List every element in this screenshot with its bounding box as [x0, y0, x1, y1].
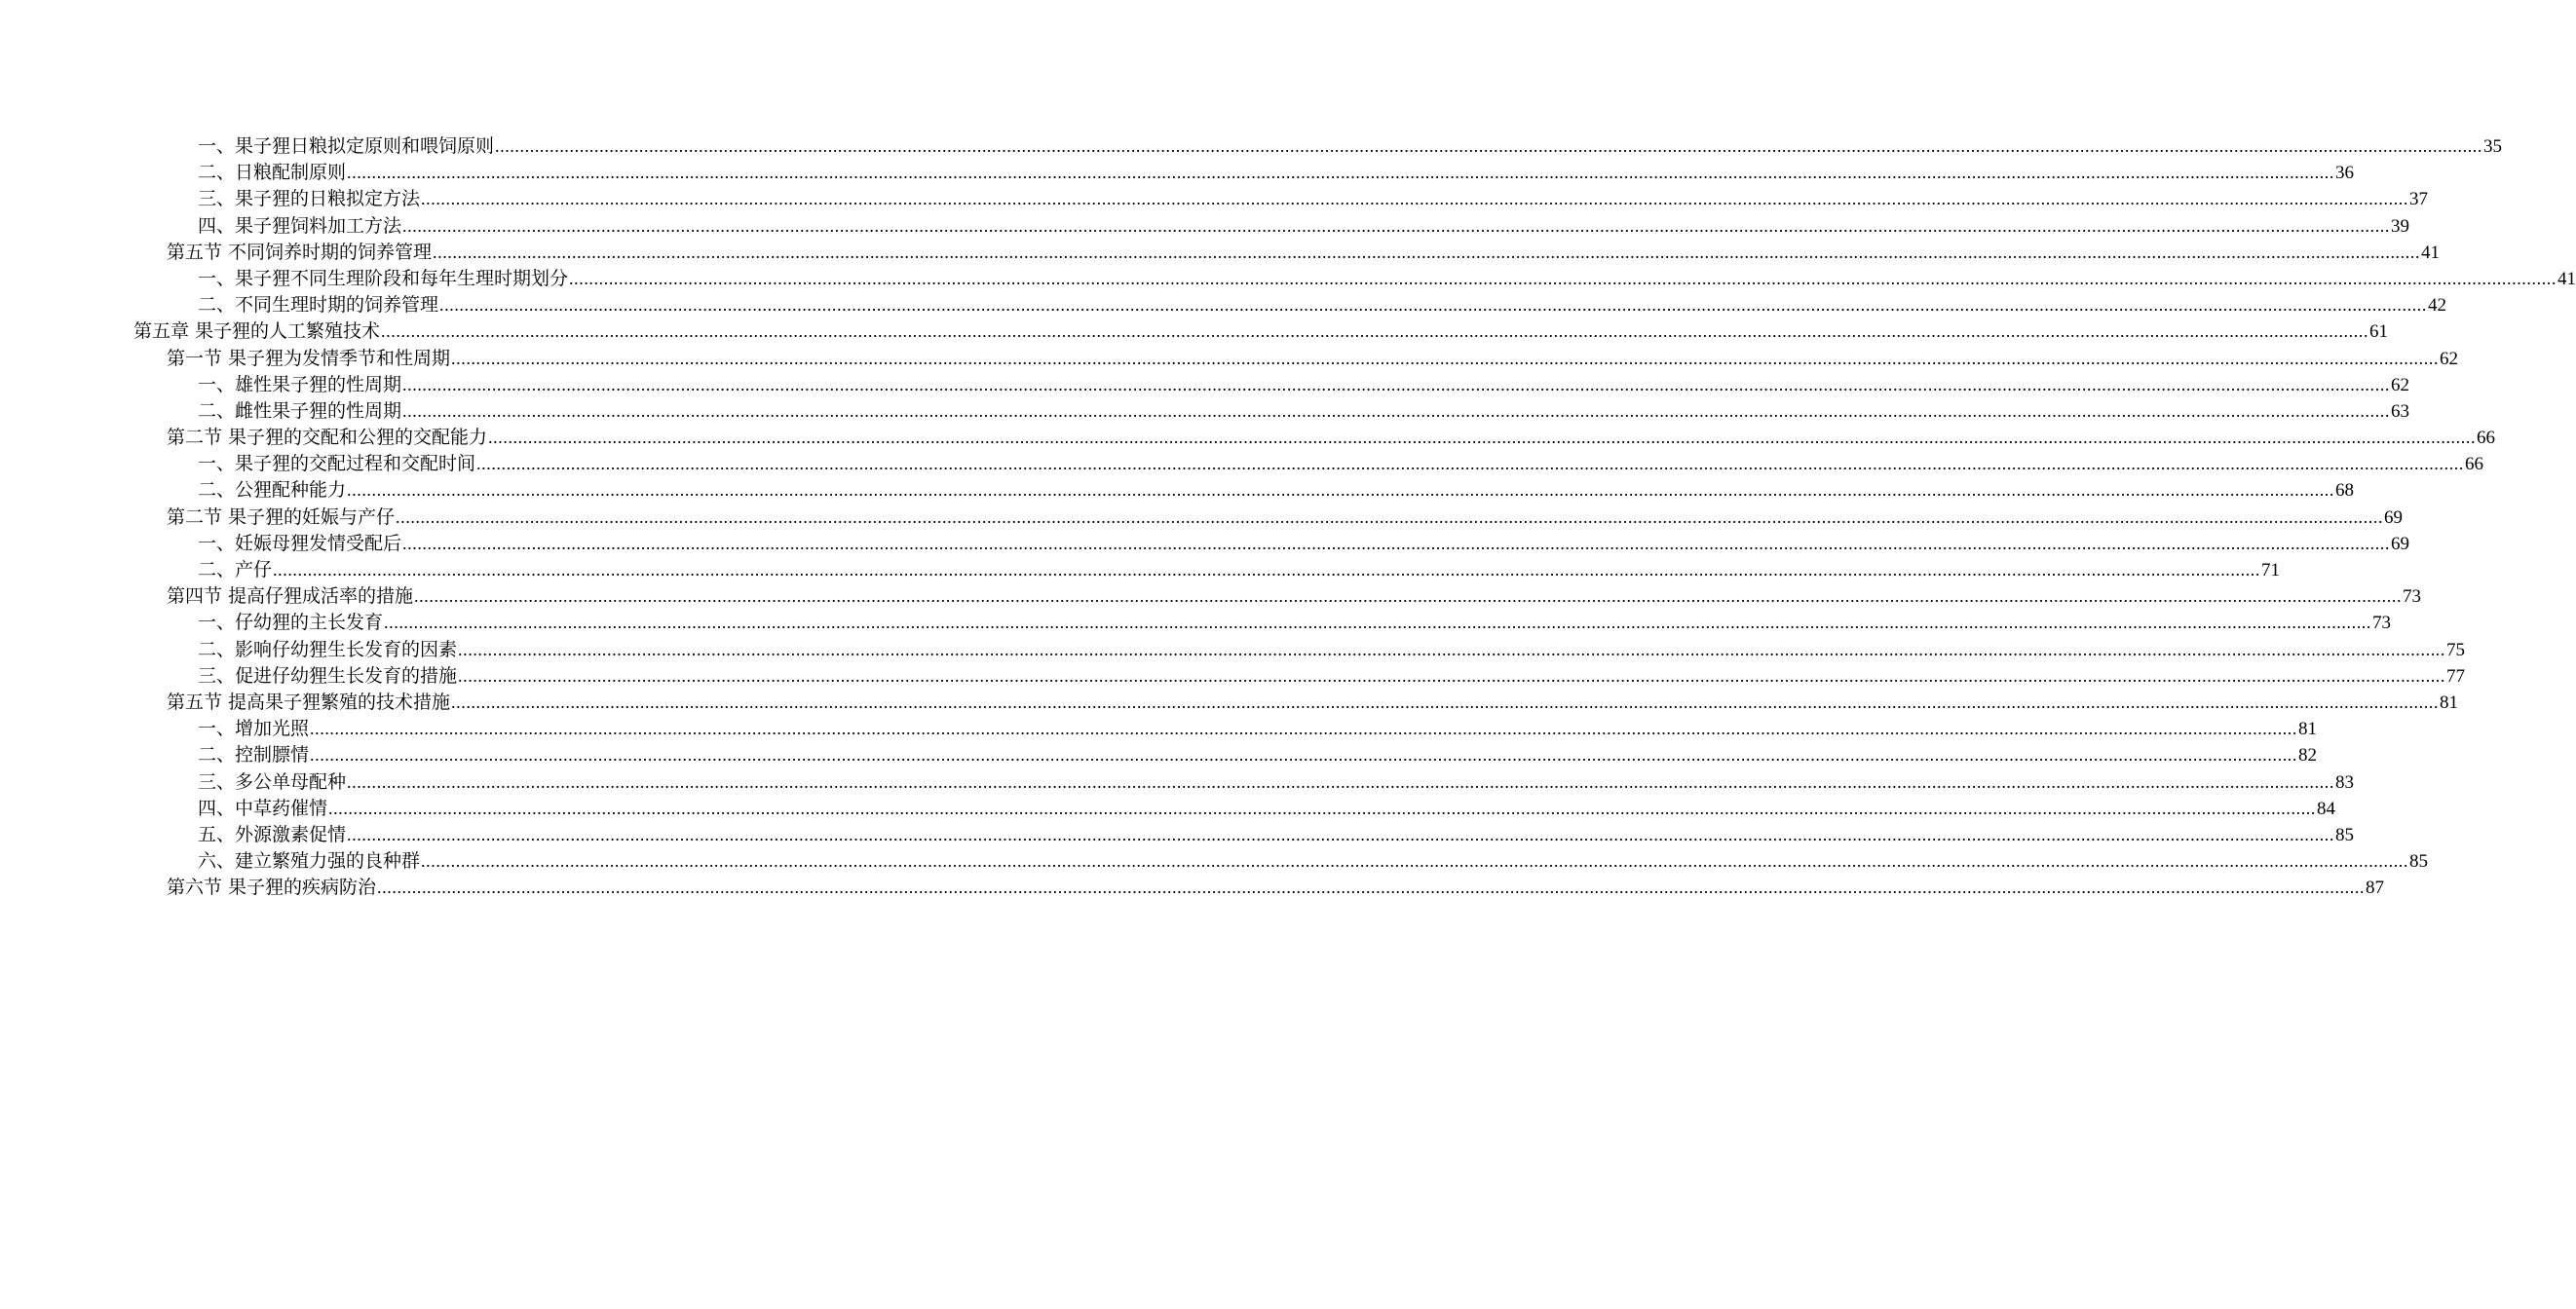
toc-entry[interactable] — [0, 133, 2503, 160]
toc-entry-line — [198, 557, 2281, 583]
toc-entry[interactable] — [0, 240, 2441, 266]
toc-entry[interactable] — [0, 637, 2466, 663]
toc-entry[interactable] — [0, 583, 2422, 610]
toc-entry-line — [198, 531, 2410, 557]
toc-entry-title: 四、中草药催情 — [198, 797, 328, 819]
toc-entry-line — [198, 610, 2392, 636]
toc-entry[interactable] — [0, 372, 2410, 398]
toc-page-number: 35 — [2483, 136, 2503, 157]
toc-entry[interactable] — [0, 769, 2355, 796]
toc-dot-leader: ................................................................................................................................................................................................................................................................................................................................................................................................................ — [347, 771, 2335, 792]
toc-dot-leader: ................................................................................................................................................................................................................................................................................................................................................................................................................ — [569, 268, 2557, 288]
toc-entry-title: 第五章 果子狸的人工繁殖技术 — [133, 320, 381, 343]
toc-dot-leader: ................................................................................................................................................................................................................................................................................................................................................................................................................ — [439, 295, 2428, 316]
toc-page-number: 75 — [2446, 639, 2466, 660]
toc-page-number: 83 — [2335, 771, 2355, 793]
toc-page-number: 71 — [2261, 560, 2281, 580]
toc-dot-leader: ................................................................................................................................................................................................................................................................................................................................................................................................................ — [402, 533, 2391, 553]
toc-entry-line — [198, 372, 2410, 398]
toc-dot-leader: ................................................................................................................................................................................................................................................................................................................................................................................................................ — [433, 242, 2421, 262]
toc-entry-title: 一、仔幼狸的主长发育 — [198, 612, 384, 634]
toc-entry-title: 一、果子狸不同生理阶段和每年生理时期划分 — [198, 267, 569, 289]
toc-entry-line — [198, 133, 2503, 160]
toc-entry-title: 二、公狸配种能力 — [198, 479, 347, 502]
toc-entry-title: 三、多公单母配种 — [198, 770, 347, 793]
toc-entry[interactable] — [0, 875, 2385, 901]
toc-entry[interactable] — [0, 505, 2404, 531]
toc-entry-line — [167, 240, 2441, 266]
toc-entry[interactable] — [0, 292, 2447, 318]
toc-entry[interactable] — [0, 346, 2459, 372]
toc-page-number: 85 — [2409, 851, 2429, 873]
toc-page-number: 39 — [2391, 215, 2410, 237]
toc-entry-title: 二、不同生理时期的饲养管理 — [198, 294, 439, 317]
toc-entry[interactable] — [0, 557, 2281, 583]
toc-entry-line — [198, 848, 2429, 875]
toc-entry-title: 一、雄性果子狸的性周期 — [198, 373, 402, 395]
toc-entry-line — [198, 477, 2355, 504]
toc-entry[interactable] — [0, 425, 2496, 451]
toc-entry-title: 一、果子狸的交配过程和交配时间 — [198, 453, 476, 475]
toc-entry-title: 二、控制膘情 — [198, 744, 310, 767]
toc-entry-title: 六、建立繁殖力强的良种群 — [198, 850, 421, 873]
toc-entry-title: 第二节 果子狸的妊娠与产仔 — [167, 505, 396, 528]
toc-entry-line — [198, 292, 2447, 318]
toc-dot-leader: ................................................................................................................................................................................................................................................................................................................................................................................................................ — [273, 560, 2261, 580]
toc-entry[interactable] — [0, 318, 2389, 345]
toc-page-number: 63 — [2391, 400, 2410, 422]
toc-entry-title: 二、影响仔幼狸生长发育的因素 — [198, 638, 458, 660]
toc-entry-title: 一、果子狸日粮拟定原则和喂饲原则 — [198, 135, 495, 157]
toc-page-number: 62 — [2391, 374, 2410, 395]
toc-dot-leader: ................................................................................................................................................................................................................................................................................................................................................................................................................ — [402, 215, 2391, 236]
toc-entry-title: 第六节 果子狸的疾病防治 — [167, 877, 377, 899]
toc-entry-line — [198, 716, 2318, 742]
toc-entry-line — [198, 186, 2429, 212]
toc-dot-leader: ................................................................................................................................................................................................................................................................................................................................................................................................................ — [495, 136, 2483, 156]
toc-dot-leader: ................................................................................................................................................................................................................................................................................................................................................................................................................ — [476, 454, 2465, 474]
toc-entry-line — [167, 875, 2385, 901]
toc-entry-line — [198, 742, 2318, 768]
toc-page-number: 42 — [2428, 295, 2447, 317]
toc-page-number: 66 — [2477, 428, 2496, 449]
toc-page-number: 36 — [2335, 163, 2355, 184]
toc-entry-title: 五、外源激素促情 — [198, 823, 347, 845]
toc-dot-leader: ................................................................................................................................................................................................................................................................................................................................................................................................................ — [488, 428, 2477, 448]
toc-entry[interactable] — [0, 848, 2429, 875]
toc-dot-leader: ................................................................................................................................................................................................................................................................................................................................................................................................................ — [347, 163, 2335, 183]
toc-page-number: 69 — [2391, 533, 2410, 554]
toc-entry-line — [198, 796, 2336, 822]
toc-page-number: 85 — [2335, 824, 2355, 845]
toc-entry[interactable] — [0, 716, 2318, 742]
toc-page-number: 82 — [2298, 745, 2318, 767]
toc-dot-leader: ................................................................................................................................................................................................................................................................................................................................................................................................................ — [414, 586, 2403, 607]
toc-page-number: 61 — [2369, 321, 2389, 343]
toc-entry-line — [198, 769, 2355, 796]
toc-dot-leader: ................................................................................................................................................................................................................................................................................................................................................................................................................ — [421, 189, 2409, 209]
toc-entry[interactable] — [0, 796, 2336, 822]
toc-entry[interactable] — [0, 398, 2410, 425]
toc-entry-title: 二、雌性果子狸的性周期 — [198, 399, 402, 422]
toc-entry[interactable] — [0, 186, 2429, 212]
toc-entry[interactable] — [0, 531, 2410, 557]
toc-dot-leader: ................................................................................................................................................................................................................................................................................................................................................................................................................ — [402, 400, 2391, 421]
toc-page-number: 68 — [2335, 480, 2355, 502]
toc-entry[interactable] — [0, 451, 2484, 477]
toc-entry[interactable] — [0, 160, 2355, 186]
toc-entry-line — [198, 822, 2355, 848]
toc-dot-leader: ................................................................................................................................................................................................................................................................................................................................................................................................................ — [402, 374, 2391, 394]
toc-entry-line — [167, 690, 2459, 716]
toc-entry-line — [198, 266, 2576, 292]
toc-entry-line — [198, 637, 2466, 663]
toc-entry[interactable] — [0, 663, 2466, 690]
toc-dot-leader: ................................................................................................................................................................................................................................................................................................................................................................................................................ — [347, 480, 2335, 501]
toc-entry-line — [198, 663, 2466, 690]
toc-entry-title: 第一节 果子狸为发情季节和性周期 — [167, 347, 451, 369]
toc-dot-leader: ................................................................................................................................................................................................................................................................................................................................................................................................................ — [458, 639, 2446, 659]
toc-page-number: 77 — [2446, 665, 2466, 687]
toc-entry-title: 四、果子狸饲料加工方法 — [198, 214, 402, 237]
toc-entry-line — [198, 451, 2484, 477]
toc-entry[interactable] — [0, 213, 2410, 240]
toc-dot-leader: ................................................................................................................................................................................................................................................................................................................................................................................................................ — [421, 851, 2409, 872]
toc-entry-line — [167, 583, 2422, 610]
toc-entry-title: 三、果子狸的日粮拟定方法 — [198, 188, 421, 210]
toc-entry-title: 一、增加光照 — [198, 718, 310, 740]
toc-entry-title: 第四节 提高仔狸成活率的措施 — [167, 585, 414, 608]
toc-entry-line — [167, 425, 2496, 451]
toc-entry-line — [198, 160, 2355, 186]
toc-dot-leader: ................................................................................................................................................................................................................................................................................................................................................................................................................ — [381, 321, 2369, 342]
table-of-contents — [0, 133, 2576, 901]
toc-entry-line — [167, 346, 2459, 372]
toc-entry-title: 二、日粮配制原则 — [198, 162, 347, 184]
toc-dot-leader: ................................................................................................................................................................................................................................................................................................................................................................................................................ — [384, 613, 2372, 633]
toc-entry-title: 三、促进仔幼狸生长发育的措施 — [198, 664, 458, 687]
toc-page-number: 37 — [2409, 189, 2429, 210]
toc-entry[interactable] — [0, 610, 2392, 636]
toc-entry-title: 第二节 果子狸的交配和公狸的交配能力 — [167, 427, 488, 449]
toc-page-number: 81 — [2298, 719, 2318, 740]
toc-entry-line — [133, 318, 2389, 345]
toc-dot-leader: ................................................................................................................................................................................................................................................................................................................................................................................................................ — [396, 506, 2384, 527]
toc-entry-title: 二、产仔 — [198, 559, 273, 580]
toc-page-number: 87 — [2366, 878, 2385, 899]
toc-page-number: 73 — [2403, 586, 2422, 608]
toc-entry[interactable] — [0, 266, 2576, 292]
toc-page-number: 66 — [2465, 454, 2484, 475]
toc-page-number: 84 — [2317, 798, 2336, 819]
toc-dot-leader: ................................................................................................................................................................................................................................................................................................................................................................................................................ — [310, 719, 2298, 739]
toc-page-number: 69 — [2384, 506, 2404, 528]
toc-entry[interactable] — [0, 477, 2355, 504]
toc-entry[interactable] — [0, 742, 2318, 768]
toc-page-number: 81 — [2440, 692, 2459, 713]
toc-page-number: 62 — [2440, 348, 2459, 369]
toc-page-number: 41 — [2557, 268, 2576, 289]
toc-entry-title: 第五节 不同饲养时期的饲养管理 — [167, 241, 433, 263]
toc-entry-title: 第五节 提高果子狸繁殖的技术措施 — [167, 691, 451, 713]
toc-entry-line — [198, 398, 2410, 425]
toc-entry-line — [167, 505, 2404, 531]
toc-dot-leader: ................................................................................................................................................................................................................................................................................................................................................................................................................ — [451, 348, 2440, 368]
toc-dot-leader: ................................................................................................................................................................................................................................................................................................................................................................................................................ — [458, 665, 2446, 686]
toc-entry-title: 一、妊娠母狸发情受配后 — [198, 532, 402, 554]
toc-entry[interactable] — [0, 690, 2459, 716]
toc-dot-leader: ................................................................................................................................................................................................................................................................................................................................................................................................................ — [328, 798, 2317, 818]
toc-entry-line — [198, 213, 2410, 240]
toc-dot-leader: ................................................................................................................................................................................................................................................................................................................................................................................................................ — [377, 878, 2366, 898]
toc-entry[interactable] — [0, 822, 2355, 848]
toc-dot-leader: ................................................................................................................................................................................................................................................................................................................................................................................................................ — [451, 692, 2440, 712]
toc-page-number: 73 — [2372, 613, 2392, 634]
toc-page-number: 41 — [2421, 242, 2441, 263]
toc-dot-leader: ................................................................................................................................................................................................................................................................................................................................................................................................................ — [347, 824, 2335, 844]
toc-dot-leader: ................................................................................................................................................................................................................................................................................................................................................................................................................ — [310, 745, 2298, 766]
